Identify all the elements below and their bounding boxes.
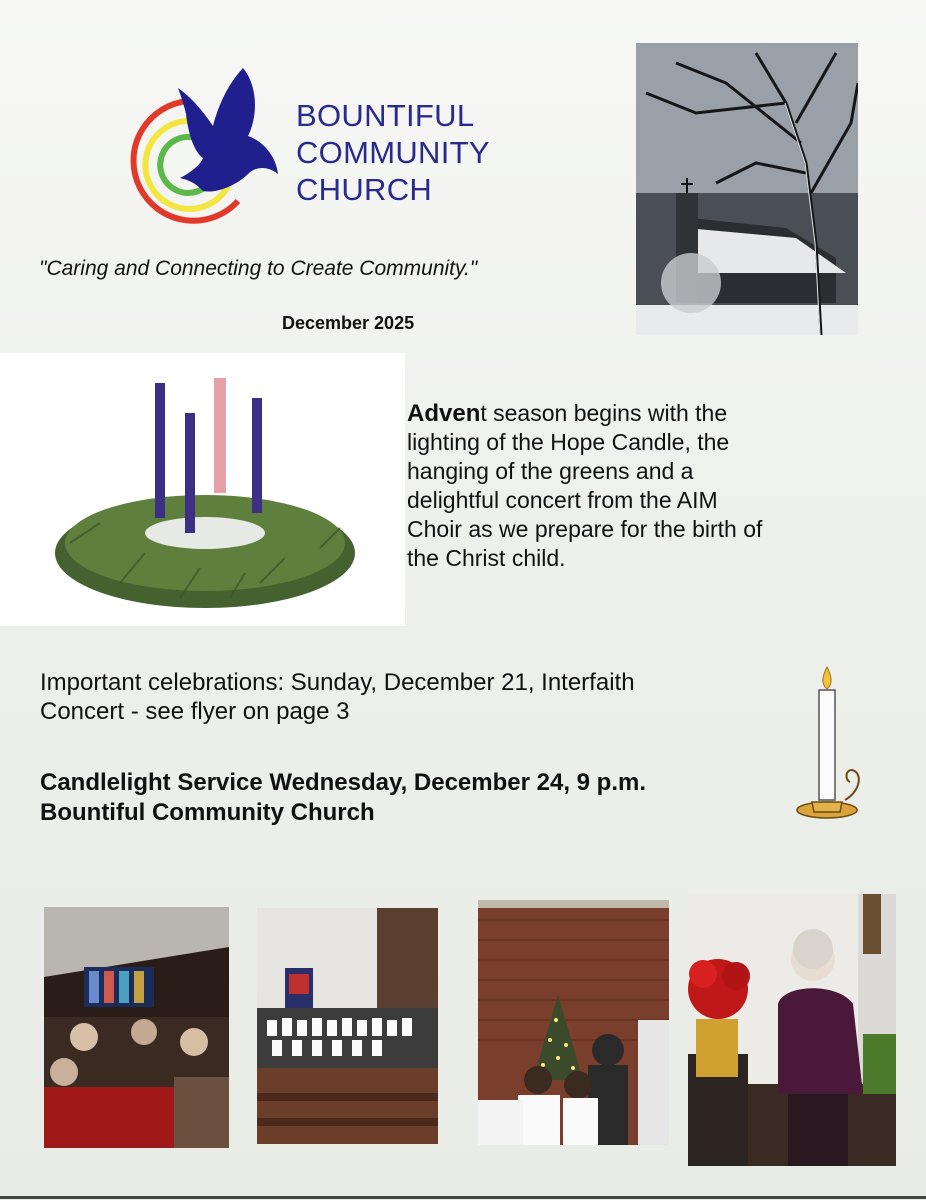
advent-lead-bold: Adven [407, 400, 481, 427]
church-name [296, 97, 490, 208]
christmas-tree-photo [478, 900, 669, 1145]
poinsettia-woman-photo [688, 894, 896, 1166]
church-winter-photo [636, 43, 858, 335]
church-name-line: CHURCH [296, 172, 433, 207]
advent-first-line [407, 399, 877, 428]
page-bottom-rule [0, 1196, 926, 1199]
candlelight-service [40, 768, 646, 828]
church-name-line: BOUNTIFUL [296, 98, 475, 133]
church-name-line: COMMUNITY [296, 135, 490, 170]
advent-line: Choir as we prepare for the birth of [407, 516, 763, 542]
dove-logo-icon [108, 66, 288, 226]
congregation-photo [44, 907, 229, 1148]
advent-paragraph [407, 399, 877, 573]
celebrations-text [40, 668, 635, 726]
church-logo [108, 66, 288, 226]
celebrations-line: Important celebrations: Sunday, December 21, Interfaith [40, 669, 635, 696]
choir-photo [257, 908, 438, 1144]
advent-lead-rest: t season begins with the [480, 400, 728, 426]
advent-line: lighting of the Hope Candle, the [407, 429, 730, 455]
newsletter-date: December 2025 [282, 313, 415, 333]
candle-icon [790, 662, 865, 837]
candlelight-line: Candlelight Service Wednesday, December 24, 9 p.m. [40, 769, 647, 796]
advent-line: the Christ child. [407, 545, 566, 571]
advent-wreath-image [0, 353, 405, 626]
celebrations-line: Concert - see flyer on page 3 [40, 698, 350, 725]
candlelight-line: Bountiful Community Church [40, 799, 375, 826]
advent-line: hanging of the greens and a [407, 458, 694, 484]
tagline: "Caring and Connecting to Create Community." [39, 257, 478, 280]
advent-line: delightful concert from the AIM [407, 487, 718, 513]
